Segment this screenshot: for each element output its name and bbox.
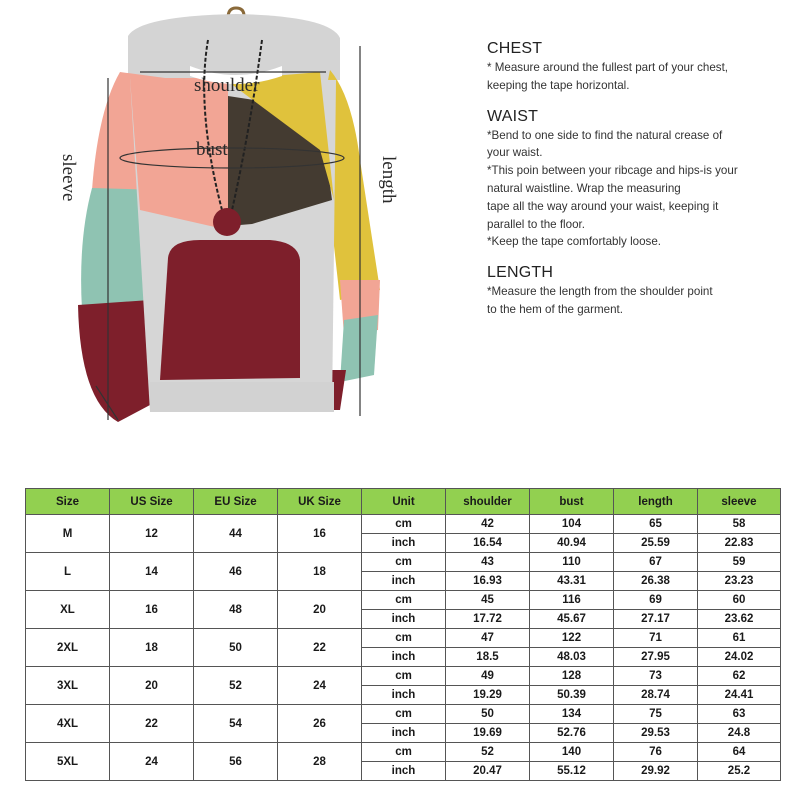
bust-cell: 45.67 — [530, 610, 614, 629]
uk-size-cell: 20 — [278, 591, 362, 629]
bust-cell: 104 — [530, 515, 614, 534]
size-cell: L — [26, 553, 110, 591]
length-cell: 29.53 — [614, 724, 698, 743]
shoulder-cell: 42 — [446, 515, 530, 534]
length-label: length — [378, 156, 399, 204]
waist-line: natural waistline. Wrap the measuring — [487, 181, 681, 195]
length-heading: LENGTH — [487, 264, 554, 282]
waist-line: your waist. — [487, 146, 543, 160]
length-cell: 26.38 — [614, 572, 698, 591]
length-cell: 29.92 — [614, 762, 698, 781]
length-line: to the hem of the garment. — [487, 302, 623, 316]
table-row — [26, 553, 781, 572]
sleeve-cell: 61 — [698, 629, 781, 648]
size-cell: 4XL — [26, 705, 110, 743]
length-guide — [487, 264, 787, 319]
unit-cell: cm — [362, 591, 446, 610]
length-cell: 75 — [614, 705, 698, 724]
bust-cell: 48.03 — [530, 648, 614, 667]
sleeve-cell: 64 — [698, 743, 781, 762]
sleeve-cell: 59 — [698, 553, 781, 572]
uk-size-cell: 28 — [278, 743, 362, 781]
shoulder-cell: 20.47 — [446, 762, 530, 781]
length-cell: 28.74 — [614, 686, 698, 705]
header-size: Size — [26, 489, 110, 515]
uk-size-cell: 16 — [278, 515, 362, 553]
unit-cell: inch — [362, 534, 446, 553]
eu-size-cell: 54 — [194, 705, 278, 743]
length-cell: 25.59 — [614, 534, 698, 553]
length-line: *Measure the length from the shoulder point — [487, 285, 713, 299]
unit-cell: cm — [362, 667, 446, 686]
size-chart-table — [25, 488, 781, 781]
bust-cell: 40.94 — [530, 534, 614, 553]
header-us-size: US Size — [110, 489, 194, 515]
size-cell: XL — [26, 591, 110, 629]
left-sleeve-lower — [78, 300, 150, 422]
bust-cell: 140 — [530, 743, 614, 762]
table-row — [26, 629, 781, 648]
waist-line: *Keep the tape comfortably loose. — [487, 235, 662, 249]
shoulder-cell: 17.72 — [446, 610, 530, 629]
shoulder-cell: 47 — [446, 629, 530, 648]
size-cell: 3XL — [26, 667, 110, 705]
table-row — [26, 515, 781, 534]
bust-cell: 110 — [530, 553, 614, 572]
shoulder-cell: 16.54 — [446, 534, 530, 553]
size-cell: M — [26, 515, 110, 553]
header-length: length — [614, 489, 698, 515]
length-cell: 65 — [614, 515, 698, 534]
bust-cell: 55.12 — [530, 762, 614, 781]
sleeve-cell: 58 — [698, 515, 781, 534]
eu-size-cell: 48 — [194, 591, 278, 629]
length-cell: 69 — [614, 591, 698, 610]
us-size-cell: 22 — [110, 705, 194, 743]
eu-size-cell: 56 — [194, 743, 278, 781]
sleeve-cell: 25.2 — [698, 762, 781, 781]
hem-rib — [150, 382, 334, 412]
bust-cell: 116 — [530, 591, 614, 610]
waist-line: *This poin between your ribcage and hips-is your — [487, 164, 738, 178]
table-row — [26, 705, 781, 724]
unit-cell: cm — [362, 629, 446, 648]
shoulder-cell: 19.29 — [446, 686, 530, 705]
unit-cell: cm — [362, 743, 446, 762]
chest-line: keeping the tape horizontal. — [487, 78, 630, 92]
shoulder-cell: 45 — [446, 591, 530, 610]
uk-size-cell: 24 — [278, 667, 362, 705]
drawstring-toggle — [213, 208, 241, 236]
sleeve-cell: 24.41 — [698, 686, 781, 705]
shoulder-cell: 19.69 — [446, 724, 530, 743]
unit-cell: cm — [362, 553, 446, 572]
size-cell: 2XL — [26, 629, 110, 667]
shoulder-cell: 18.5 — [446, 648, 530, 667]
uk-size-cell: 18 — [278, 553, 362, 591]
length-cell: 67 — [614, 553, 698, 572]
unit-cell: inch — [362, 572, 446, 591]
length-cell: 27.17 — [614, 610, 698, 629]
shoulder-cell: 50 — [446, 705, 530, 724]
table-row — [26, 667, 781, 686]
header-eu-size: EU Size — [194, 489, 278, 515]
unit-cell: cm — [362, 705, 446, 724]
unit-cell: inch — [362, 724, 446, 743]
waist-line: parallel to the floor. — [487, 217, 585, 231]
unit-cell: inch — [362, 610, 446, 629]
unit-cell: inch — [362, 648, 446, 667]
bust-cell: 128 — [530, 667, 614, 686]
bust-cell: 122 — [530, 629, 614, 648]
header-shoulder: shoulder — [446, 489, 530, 515]
uk-size-cell: 22 — [278, 629, 362, 667]
sleeve-cell: 24.02 — [698, 648, 781, 667]
unit-cell: inch — [362, 686, 446, 705]
waist-line: *Bend to one side to find the natural crease of — [487, 128, 723, 142]
eu-size-cell: 50 — [194, 629, 278, 667]
length-cell: 73 — [614, 667, 698, 686]
sleeve-cell: 60 — [698, 591, 781, 610]
bust-label: bust — [196, 139, 228, 160]
size-cell: 5XL — [26, 743, 110, 781]
sleeve-cell: 62 — [698, 667, 781, 686]
sleeve-cell: 63 — [698, 705, 781, 724]
chest-guide — [487, 40, 787, 95]
length-cell: 76 — [614, 743, 698, 762]
kangaroo-pocket — [160, 240, 300, 380]
waist-line: tape all the way around your waist, keeping it — [487, 199, 719, 213]
hoodie-illustration — [40, 0, 430, 440]
us-size-cell: 12 — [110, 515, 194, 553]
sleeve-label: sleeve — [58, 154, 79, 202]
bust-cell: 50.39 — [530, 686, 614, 705]
eu-size-cell: 46 — [194, 553, 278, 591]
chest-heading: CHEST — [487, 40, 543, 57]
sleeve-cell: 24.8 — [698, 724, 781, 743]
shoulder-cell: 52 — [446, 743, 530, 762]
chest-line: * Measure around the fullest part of your chest, — [487, 61, 729, 74]
measurement-guide — [487, 40, 787, 332]
us-size-cell: 20 — [110, 667, 194, 705]
length-cell: 27.95 — [614, 648, 698, 667]
hood — [128, 14, 340, 80]
unit-cell: cm — [362, 515, 446, 534]
header-uk-size: UK Size — [278, 489, 362, 515]
header-bust: bust — [530, 489, 614, 515]
bust-cell: 52.76 — [530, 724, 614, 743]
sleeve-cell: 22.83 — [698, 534, 781, 553]
us-size-cell: 16 — [110, 591, 194, 629]
sleeve-cell: 23.23 — [698, 572, 781, 591]
unit-cell: inch — [362, 762, 446, 781]
header-sleeve: sleeve — [698, 489, 781, 515]
uk-size-cell: 26 — [278, 705, 362, 743]
us-size-cell: 18 — [110, 629, 194, 667]
waist-heading: WAIST — [487, 107, 539, 125]
eu-size-cell: 44 — [194, 515, 278, 553]
shoulder-cell: 16.93 — [446, 572, 530, 591]
waist-guide — [487, 108, 787, 252]
length-cell: 71 — [614, 629, 698, 648]
header-unit: Unit — [362, 489, 446, 515]
shoulder-cell: 43 — [446, 553, 530, 572]
us-size-cell: 14 — [110, 553, 194, 591]
sleeve-cell: 23.62 — [698, 610, 781, 629]
bust-cell: 134 — [530, 705, 614, 724]
us-size-cell: 24 — [110, 743, 194, 781]
bust-cell: 43.31 — [530, 572, 614, 591]
table-header-row — [26, 489, 781, 515]
table-row — [26, 743, 781, 762]
table-row — [26, 591, 781, 610]
shoulder-cell: 49 — [446, 667, 530, 686]
eu-size-cell: 52 — [194, 667, 278, 705]
shoulder-label: shoulder — [194, 75, 260, 96]
